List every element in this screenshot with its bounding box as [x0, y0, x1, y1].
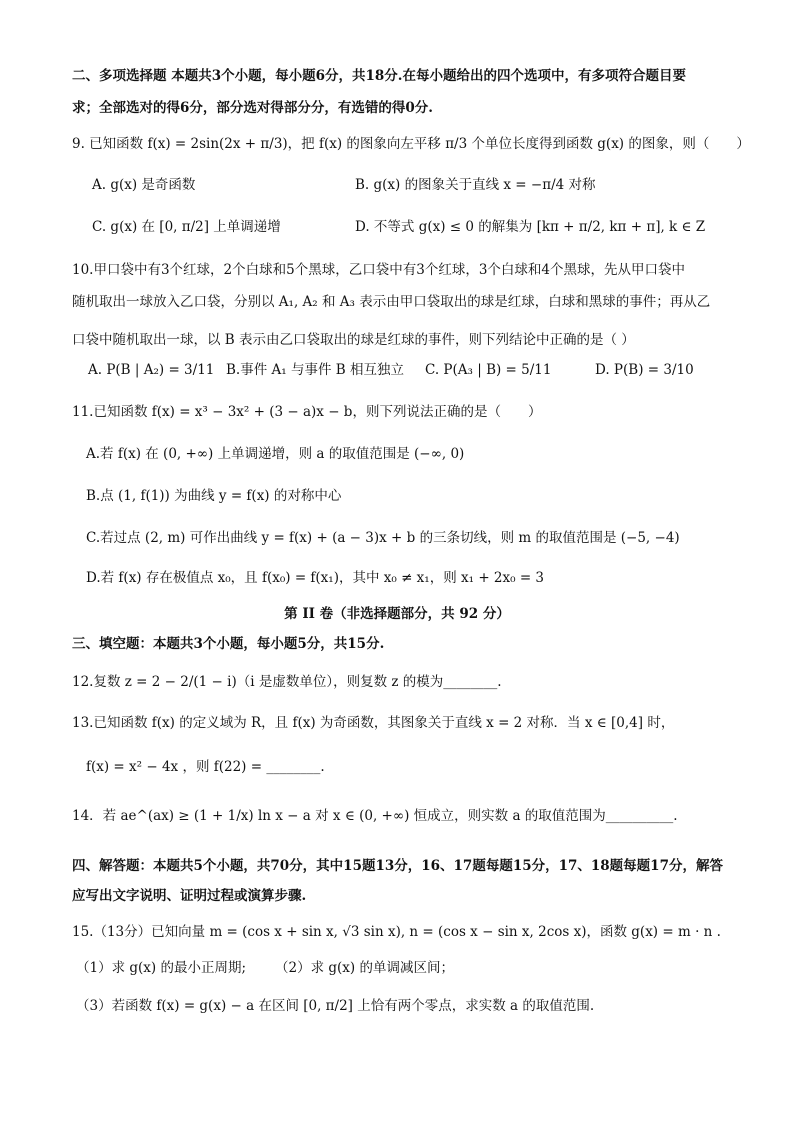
q13-line2: f(x) = x² − 4x ，则 f(22) = ________.: [86, 759, 325, 775]
q9-option-d: D. 不等式 g(x) ≤ 0 的解集为 [kπ + π/2, kπ + π], k ∈ Z: [355, 219, 706, 235]
q9-option-a: A. g(x) 是奇函数: [92, 177, 196, 193]
section4-heading-line1: 四、解答题：本题共5个小题，共70分，其中15题13分，16、17题每题15分，17、18题每题17分，解答: [72, 858, 723, 874]
q11-option-a: A.若 f(x) 在 (0, +∞) 上单调递增，则 a 的取值范围是 (−∞, 0): [86, 446, 465, 462]
q10-option-c: C. P(A₃ | B) = 5/11: [425, 362, 552, 378]
q10-line1: 10.甲口袋中有3个红球，2个白球和5个黑球，乙口袋中有3个红球，3个白球和4个黑球，先从甲口袋中: [72, 262, 686, 278]
q15-part2: （2）求 g(x) 的单调减区间；: [275, 960, 454, 976]
q10-option-b: B.事件 A₁ 与事件 B 相互独立: [226, 362, 404, 378]
q9-option-b: B. g(x) 的图象关于直线 x = −π/4 对称: [355, 177, 596, 193]
section3-heading: 三、填空题：本题共3个小题，每小题5分，共15分.: [72, 636, 385, 652]
q10-option-d: D. P(B) = 3/10: [595, 362, 694, 378]
q14: 14．若 ae^(ax) ≥ (1 + 1/x) ln x − a 对 x ∈ (0, +∞) 恒成立，则实数 a 的取值范围为__________.: [72, 808, 678, 824]
section2-heading-line1: 二、多项选择题 本题共3个小题，每小题6分，共18分.在每小题给出的四个选项中，有多项符合题目要: [72, 68, 686, 84]
q15-part3: （3）若函数 f(x) = g(x) − a 在区间 [0, π/2] 上恰有两个零点，求实数 a 的取值范围.: [76, 998, 595, 1014]
q9-stem: 9. 已知函数 f(x) = 2sin(2x + π/3)，把 f(x) 的图象向左平移 π/3 个单位长度得到函数 g(x) 的图象，则（ ）: [72, 136, 750, 152]
q10-option-a: A. P(B | A₂) = 3/11: [88, 362, 215, 378]
q13-line1: 13.已知函数 f(x) 的定义域为 R，且 f(x) 为奇函数，其图象关于直线 x = 2 对称．当 x ∈ [0,4] 时，: [72, 715, 675, 731]
q11-option-b: B.点 (1, f(1)) 为曲线 y = f(x) 的对称中心: [86, 488, 342, 504]
q15-part1: （1）求 g(x) 的最小正周期;: [76, 960, 247, 976]
section2-heading-line2: 求；全部选对的得6分，部分选对得部分分，有选错的得0分.: [72, 100, 433, 116]
q9-option-c: C. g(x) 在 [0, π/2] 上单调递增: [92, 219, 281, 235]
part2-title: 第 II 卷（非选择题部分，共 92 分）: [284, 606, 510, 622]
q10-line2: 随机取出一球放入乙口袋，分别以 A₁, A₂ 和 A₃ 表示由甲口袋取出的球是红球，白球和黑球的事件；再从乙: [72, 294, 711, 310]
q12: 12.复数 z = 2 − 2/(1 − i)（i 是虚数单位），则复数 z 的模为________.: [72, 674, 502, 690]
q11-option-d: D.若 f(x) 存在极值点 x₀，且 f(x₀) = f(x₁)，其中 x₀ ≠ x₁，则 x₁ + 2x₀ = 3: [86, 570, 545, 586]
q15-stem: 15.（13分）已知向量 m = (cos x + sin x, √3 sin x), n = (cos x − sin x, 2cos x)，函数 g(x) = m · n .: [72, 924, 721, 940]
q11-option-c: C.若过点 (2, m) 可作出曲线 y = f(x) + (a − 3)x + b 的三条切线，则 m 的取值范围是 (−5, −4): [86, 530, 680, 546]
q11-stem: 11.已知函数 f(x) = x³ − 3x² + (3 − a)x − b，则下列说法正确的是（ ）: [72, 404, 542, 420]
q10-line3: 口袋中随机取出一球，以 B 表示由乙口袋取出的球是红球的事件，则下列结论中正确的是（ ）: [72, 332, 635, 348]
section4-heading-line2: 应写出文字说明、证明过程或演算步骤.: [72, 888, 307, 904]
